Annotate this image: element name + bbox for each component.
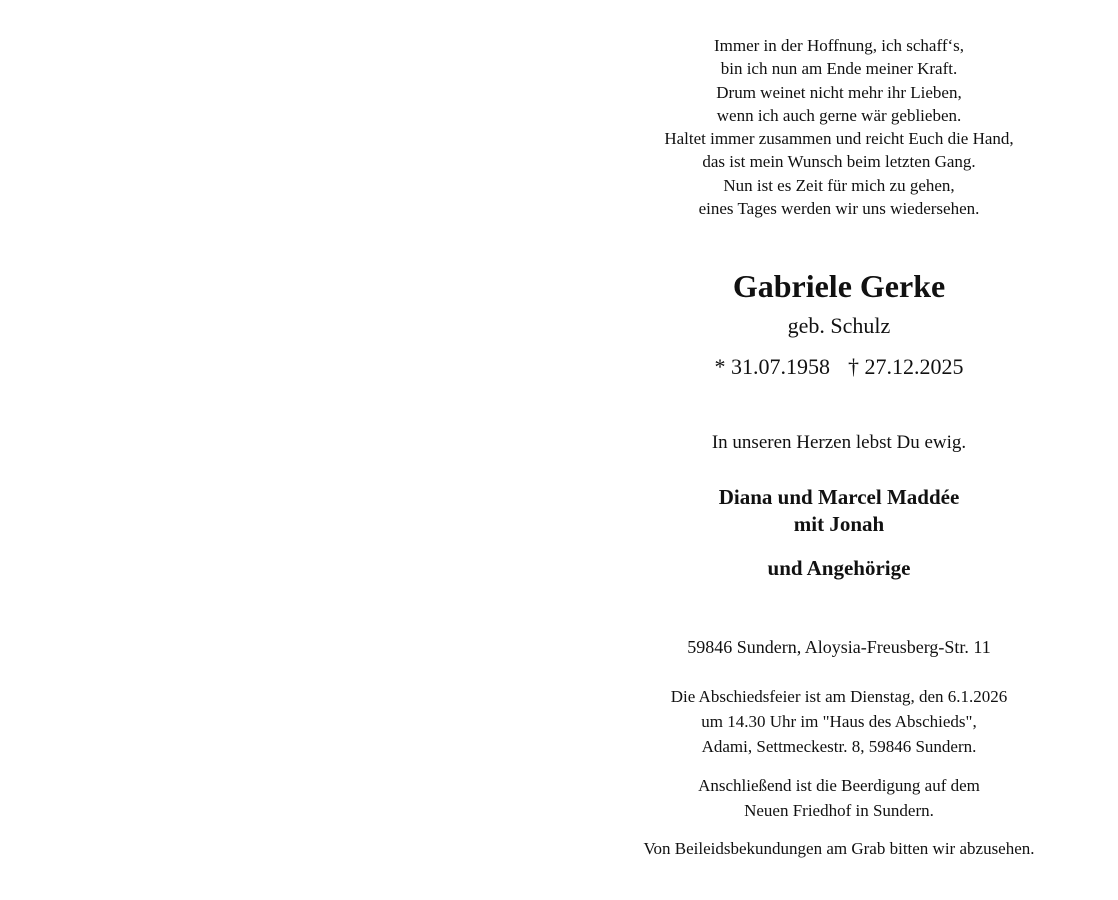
burial-info xyxy=(560,773,1118,823)
motto: In unseren Herzen lebst Du ewig. xyxy=(711,432,967,453)
mourners-line: mit Jonah xyxy=(793,512,885,536)
life-dates xyxy=(560,352,1118,382)
address: 59846 Sundern, Aloysia-Freusberg-Str. 11 xyxy=(687,637,991,657)
burial-line: Anschließend ist die Beerdigung auf dem xyxy=(698,776,980,795)
relatives: und Angehörige xyxy=(767,556,911,580)
poem-line: bin ich nun am Ende meiner Kraft. xyxy=(720,59,958,79)
poem-line: Haltet immer zusammen und reicht Euch die Hand, xyxy=(664,129,1014,149)
burial-line: Neuen Friedhof in Sundern. xyxy=(744,801,934,820)
obituary-text-column xyxy=(560,0,1118,900)
ceremony-line: Adami, Settmeckestr. 8, 59846 Sundern. xyxy=(701,737,977,756)
maiden-name: geb. Schulz xyxy=(787,313,891,338)
birth-date: * 31.07.1958 xyxy=(714,354,830,379)
deceased-name: Gabriele Gerke xyxy=(732,268,946,304)
poem-line: wenn ich auch gerne wär geblieben. xyxy=(716,105,962,125)
poem-line: Immer in der Hoffnung, ich schaff‘s, xyxy=(713,36,965,55)
poem-line: das ist mein Wunsch beim letzten Gang. xyxy=(702,152,976,172)
ceremony-info xyxy=(560,684,1118,759)
poem-line: Nun ist es Zeit für mich zu gehen, xyxy=(723,175,955,195)
mourners xyxy=(560,484,1118,538)
poem xyxy=(560,34,1118,220)
condolence-note: Von Beileidsbekundungen am Grab bitten wir abzusehen. xyxy=(643,839,1035,858)
poem-line: eines Tages werden wir uns wiedersehen. xyxy=(698,199,980,219)
death-date: † 27.12.2025 xyxy=(848,354,964,379)
mourners-line: Diana und Marcel Maddée xyxy=(718,485,960,509)
ceremony-line: Die Abschiedsfeier ist am Dienstag, den 6.1.2026 xyxy=(670,687,1008,706)
ceremony-line: um 14.30 Uhr im "Haus des Abschieds", xyxy=(701,712,977,731)
poem-line: Drum weinet nicht mehr ihr Lieben, xyxy=(716,82,962,102)
